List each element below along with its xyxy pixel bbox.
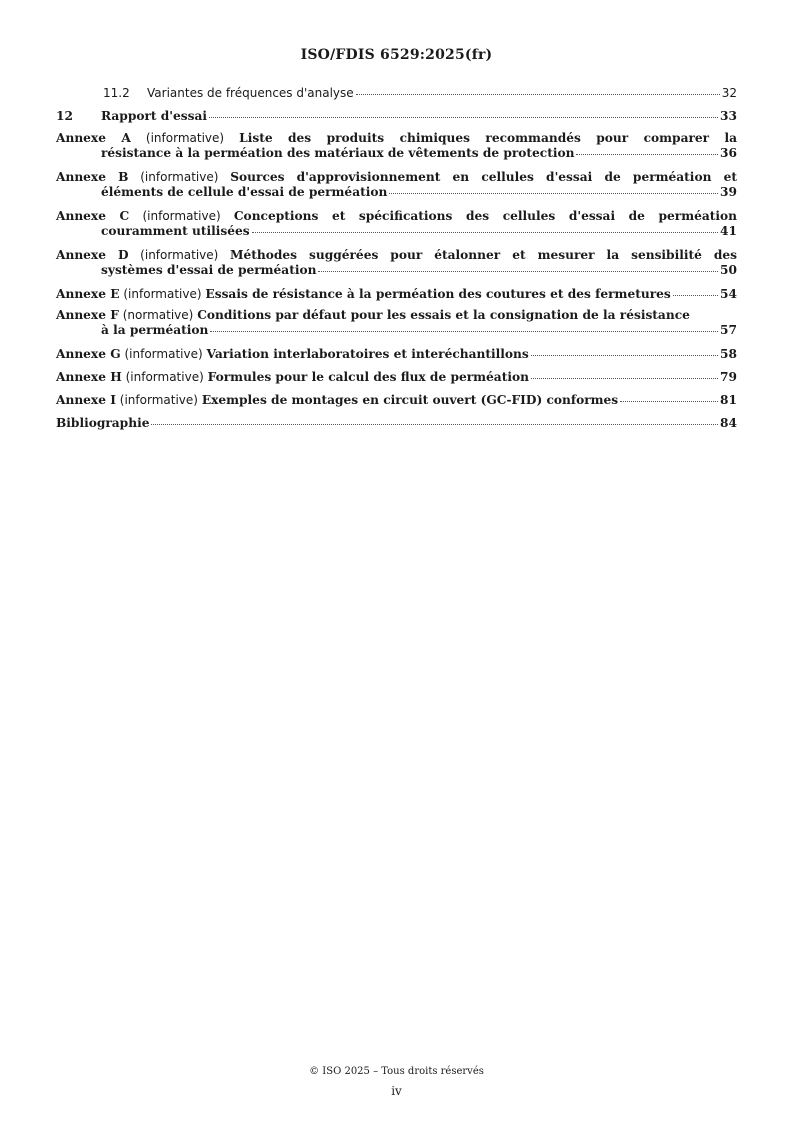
annex-label: Annexe G [56,347,121,361]
annex-type: (informative) [124,347,203,361]
toc-page: 57 [720,323,737,337]
dot-leader [356,94,720,95]
toc-page: 41 [720,224,737,238]
toc-entry-annex-i[interactable] [56,392,737,415]
annex-title-line1: Variation interlaboratoires et interéchantillons [206,347,529,361]
toc-entry-annex-h[interactable] [56,369,737,392]
annex-type: (normative) [122,308,194,322]
toc-page: 81 [720,393,737,407]
annex-title-line1: Sources d'approvisionnement en cellules d'essai de perméation et [230,170,737,184]
annex-title-line1: Essais de résistance à la perméation des coutures et des fermetures [205,287,671,301]
toc-title: Rapport d'essai [101,109,208,123]
toc-entry-annex-d[interactable] [56,247,737,286]
dot-leader [151,424,718,425]
annex-label: Annexe D [56,248,129,262]
annex-type: (informative) [140,170,219,184]
annex-label: Annexe F [56,308,119,322]
annex-type: (informative) [119,393,198,407]
annex-title-line1: Conceptions et spécifications des cellules d'essai de perméation [233,209,738,223]
dot-leader [252,232,718,233]
toc-page: 79 [720,370,737,384]
annex-type: (informative) [145,131,225,145]
annex-type: (informative) [140,248,219,262]
annex-title-line1: Méthodes suggérées pour étalonner et mesurer la sensibilité des [229,248,738,262]
document-header: ISO/FDIS 6529:2025(fr) [300,47,493,63]
copyright-notice: © ISO 2025 – Tous droits réservés [309,1066,484,1077]
annex-title-line2: résistance à la perméation des matériaux de vêtements de protection [101,146,575,160]
annex-label: Annexe H [56,370,122,384]
annex-title-line1: Exemples de montages en circuit ouvert (GC-FID) conformes [201,393,619,407]
toc-page: 33 [720,109,737,123]
toc-number: 11.2 [103,86,130,100]
dot-leader [318,271,718,272]
toc-page: 50 [720,263,737,277]
dot-leader [576,154,718,155]
dot-leader [389,193,718,194]
dot-leader [210,331,718,332]
annex-label: Annexe E [56,287,120,301]
toc-page: 58 [720,347,737,361]
toc-entry-11-2[interactable] [56,86,737,109]
dot-leader [673,295,718,296]
annex-label: Annexe A [56,131,131,145]
annex-label: Annexe I [56,393,116,407]
toc-entry-12[interactable] [56,109,737,129]
toc-number: 12 [56,109,73,123]
annex-title-line2: couramment utilisées [101,224,250,238]
page-number: iv [391,1084,402,1098]
annex-type: (informative) [142,209,221,223]
annex-title-line1: Conditions par défaut pour les essais et la consignation de la résistance [197,308,690,322]
toc-entry-bibliography[interactable] [56,415,737,436]
toc-title: Variantes de fréquences d'analyse [147,86,354,100]
table-of-contents [56,86,737,436]
dot-leader [620,401,718,402]
annex-title-line2: éléments de cellule d'essai de perméation [101,185,388,199]
annex-title-line1: Liste des produits chimiques recommandés pour comparer la [239,131,738,145]
dot-leader [209,117,718,118]
annex-type: (informative) [125,370,204,384]
annex-type: (informative) [123,287,202,301]
annex-label: Annexe B [56,170,129,184]
toc-entry-annex-e[interactable] [56,286,737,307]
annex-label: Annexe C [56,209,130,223]
annex-title-line1: Formules pour le calcul des flux de perméation [207,370,529,384]
toc-title: Bibliographie [56,416,150,430]
toc-page: 36 [720,146,737,160]
toc-entry-annex-c[interactable] [56,208,737,247]
toc-page: 39 [720,185,737,199]
toc-page: 54 [720,287,737,301]
toc-page: 84 [720,416,737,430]
dot-leader [531,378,718,379]
toc-entry-annex-f[interactable] [56,307,737,346]
toc-entry-annex-a[interactable] [56,129,737,169]
toc-entry-annex-g[interactable] [56,346,737,369]
dot-leader [531,355,718,356]
annex-title-line2: systèmes d'essai de perméation [101,263,317,277]
annex-title-line2: à la perméation [101,323,209,337]
toc-entry-annex-b[interactable] [56,169,737,208]
toc-page: 32 [721,86,737,100]
